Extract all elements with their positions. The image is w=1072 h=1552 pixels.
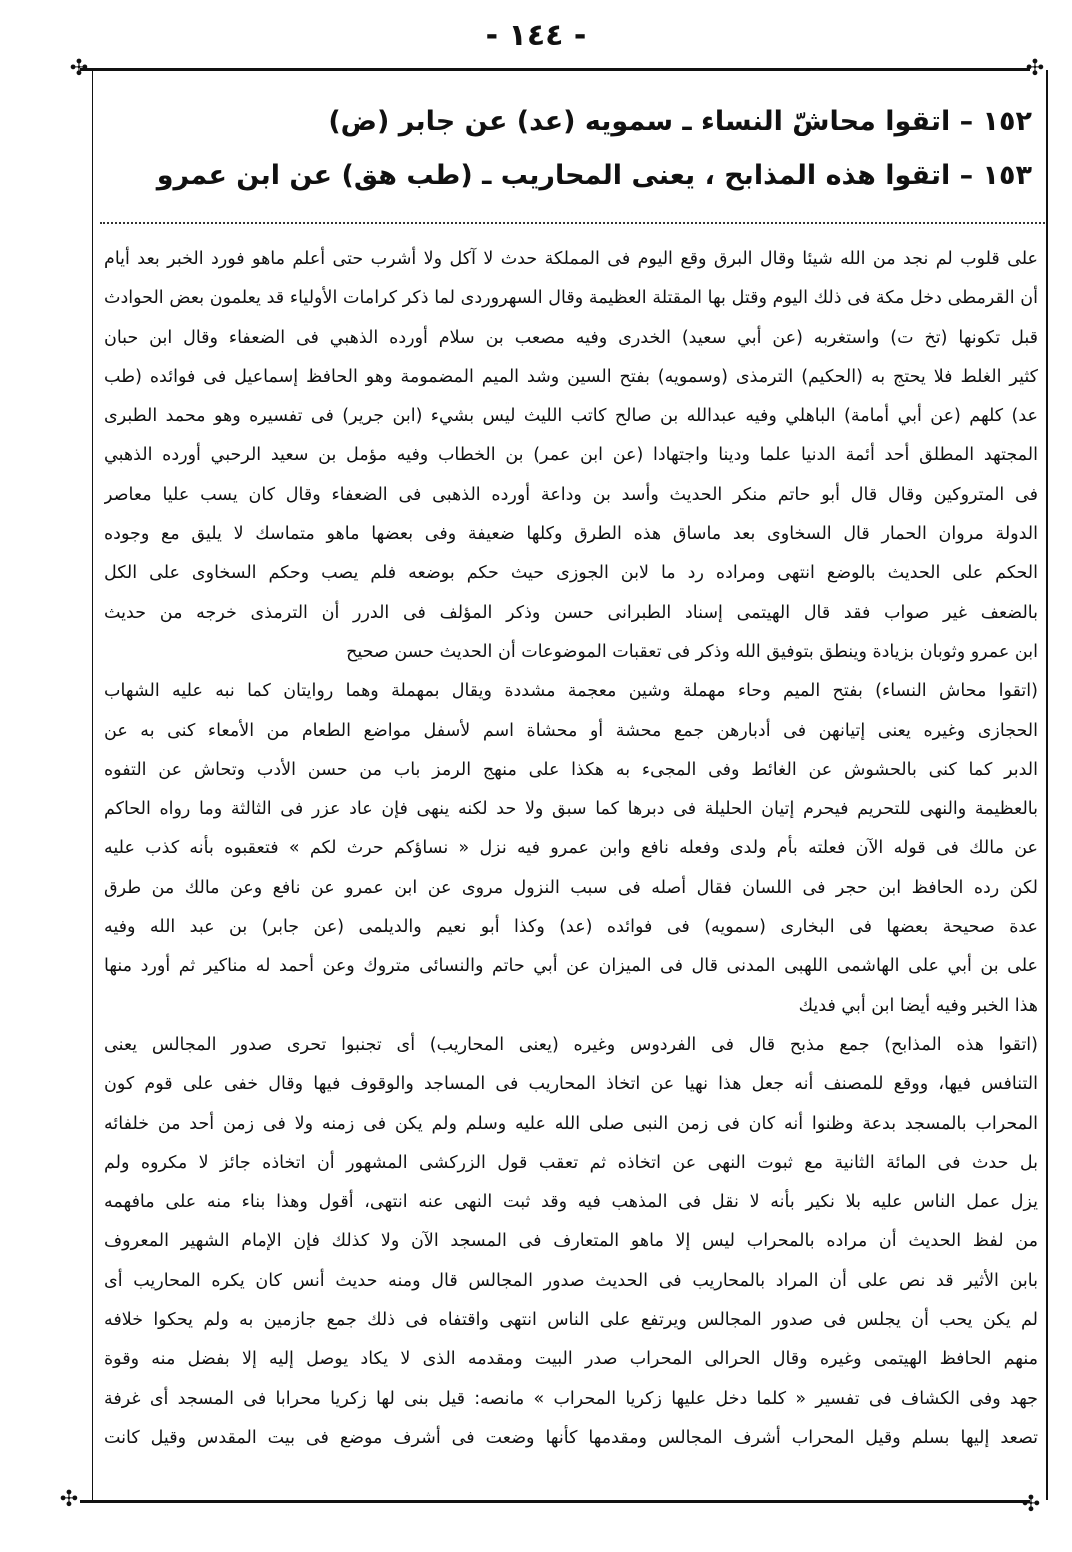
corner-ornament-icon: ✣ [59,1487,79,1512]
text-line: الحكم على الحديث بالوضع انتهى ومراده رد ما لابن الجوزى حيث حكم بوضعه فلم يصب وحكم السخاوى على الكل [104,563,1038,584]
text-line: تصعد إليها بسلم وقيل المحراب أشرف المجالس ومقدمها كأنها وضعت فى أشرف موضع فى بيت المقدس وقيل كانت [104,1427,1038,1448]
text-line: (اتقوا محاش النساء) بفتح الميم وحاء مهملة وشين معجمة مشددة ويقال بمهملة وهما روايتان كما نبه عليه الشهاب [104,681,1038,702]
text-line: لكن رده الحافظ ابن حجر فى اللسان فقال أصله فى سبب النزول مروى عن ابن عمرو عن نافع وعن مالك من طرق [104,877,1038,898]
right-border [1046,70,1048,1500]
text-line: فى المتروكين وقال قال أبو حاتم منكر الحديث وأسد بن وداعة أورده الذهبى فى الضعفاء وقال كان يسب عليا معاصر [104,484,1038,505]
left-border [92,70,93,1500]
text-line: الدولة مروان الحمار قال السخاوى بعد ماساق هذه الطرق وكلها ضعيفة وفى بعضها ماهو متماسك لا يليق مع وجوده [104,524,1038,545]
page-number: - ١٤٤ - [485,18,587,53]
separator [100,222,1045,224]
text-line: المحراب بالمسجد بدعة وظنوا أنه كان فى زمن النبى صلى الله عليه وسلم ولم يكن فى زمنه ولا فى زمن أحد من خلفائه [104,1113,1038,1134]
text-line: (اتقوا هذه المذابح) جمع مذبح قال فى الفردوس وغيره (يعنى المحاريب) أى تجنبوا تحرى صدور المجالس يعنى [104,1034,1038,1055]
text-line: هذا الخبر وفيه أيضا ابن أبي فديك [798,995,1038,1016]
text-line: بابن الأثير قد نص على أن المراد بالمحاريب فى الحديث صدور المجالس قال ومنه حديث أنس كان يكره المحاريب أى [104,1270,1038,1291]
corner-ornament-icon: ✣ [69,56,89,81]
text-line: قبل تكونها (تخ ت) واستغربه (عن أبي سعيد) الخدرى وفيه مصعب بن سلام أورده الذهبي فى الضعفاء وقال ابن حبان [104,327,1038,348]
text-line: الدبر كما كنى بالحشوش عن الغائط وفى المجىء به هكذا على منهج الرمز باب من حسن الأدب وتحاش عن التفوه [104,759,1038,780]
text-line: عن مالك فى قوله الآن فعلته بأم ولدى وفعله نافع وابن عمرو فيه نزل « نساؤكم حرث لكم » فتعقبوه بأنه كذب عليه [104,838,1038,859]
text-line: المجتهد المطلق أحد أئمة الدنيا علما ودينا واجتهادا (عن ابن عمر) بن الخطاب وفيه مؤمل بن سعيد الرحبي أورده الذهبي [104,445,1038,466]
text-line: التنافس فيها، ووقع للمصنف أنه جعل هذا نهيا عن اتخاذ المحاريب فى المساجد والوقوف فيها وقال خفى على قوم كون [104,1074,1038,1095]
text-line: جهد وفى الكشاف فى تفسير « كلما دخل عليها زكريا المحراب » مانصه: قيل بنى لها زكريا محرابا فى المسجد أى غرفة [104,1388,1038,1409]
hadith-heading-152: ١٥٢ – اتقوا محاشّ النساء ـ سمويه (عد) عن جابر (ض) [328,106,1032,137]
corner-ornament-icon: ✣ [1025,56,1045,81]
text-line: بالضعف غير صواب فقد قال الهيتمى إسناد الطبرانى حسن وذكر المؤلف فى الدرر أن الترمذى خرجه من حديث [104,602,1038,623]
text-line: عدة صحيحة بعضها فى البخارى (سمويه) فى فوائده (عد) وكذا أبو نعيم والديلمى (عن جابر) بن عبد الله وفيه [104,917,1038,938]
bottom-border [80,1500,1030,1503]
text-line: كثير الغلط فلا يحتج به (الحكيم) الترمذى (وسمويه) بفتح السين وشد الميم المضمومة وهو الحافظ إسماعيل فى فوائده (طب [104,366,1038,387]
text-line: منهم الحافظ الهيتمى وغيره وقال الحرالى المحراب صدر البيت ومقدمه الذى لا يكاد يوصل إليه إلا بفضل منه وقوة [104,1349,1038,1370]
hadith-heading-153: ١٥٣ – اتقوا هذه المذابح ، يعنى المحاريب ـ (طب هق) عن ابن عمرو [156,160,1032,191]
corner-ornament-icon: ✣ [1021,1492,1041,1517]
text-line: على قلوب لم نجد من الله شيئا وقال البرق وقع اليوم فى المملكة حدث لا آكل ولا أشرب حتى أعلم ماهو فورد الخبر بعد أيام [104,249,1038,269]
text-line: لم يكن يحب أن يجلس فى صدور المجالس ويرتفع على الناس انتهى واقتفاه فى ذلك جمع جازمين به ولم يحكوا خلافه [104,1310,1038,1331]
text-line: بالعظيمة والنهى للتحريم فيحرم إتيان الحليلة فى دبرها كما سبق ولا حد لكنه ينهى فإن عاد عزر فى الثالثة وما رواه الحاكم [104,799,1038,820]
commentary-text [104,240,1038,1458]
text-line: أن القرمطى دخل مكة فى ذلك اليوم وقتل بها المقتلة العظيمة وقال السهروردى لما ذكر كرامات الأولياء قد يعلمون بعض الحوادث [104,288,1038,309]
text-line: عد) كلهم (عن أبي أمامة) الباهلي وفيه عبدالله بن صالح كاتب الليث ليس بشيء (ابن جرير) فى تفسيره وهو محمد الطبرى [104,406,1038,427]
text-line: على بن أبي على الهاشمى اللهبى المدنى قال فى الميزان عن أبي حاتم والنسائى متروك وعن أحمد له مناكير ثم أورد منها [104,956,1038,977]
text-line: من لفظ الحديث أن مراده بالمحراب ليس إلا ماهو المتعارف فى المسجد الآن ولا كذلك فإن الإمام الشهير المعروف [104,1231,1038,1252]
text-line: الحجازى وغيره يعنى إتيانهن فى أدبارهن جمع محشة أو محشاة اسم لأسفل مواضع الطعام من الأمعاء كنى به عن [104,720,1038,741]
text-line: يزل عمل الناس عليه بلا نكير بأنه لا نقل فى المذهب فيه وقد ثبت النهى عنه انتهى، أقول وهذا بناء منه على مافهمه [104,1192,1038,1213]
text-line: بل حدث فى المائة الثانية مع ثبوت النهى عن اتخاذه ثم تعقب قول الزركشى المشهور أن اتخاذه جائز لا مكروه ولم [104,1152,1038,1173]
text-line: ابن عمرو وثوبان بزيادة وينطق بتوفيق الله وذكر فى تعقبات الموضوعات أن الحديث حسن صحيح [346,641,1038,662]
top-border [80,68,1030,71]
